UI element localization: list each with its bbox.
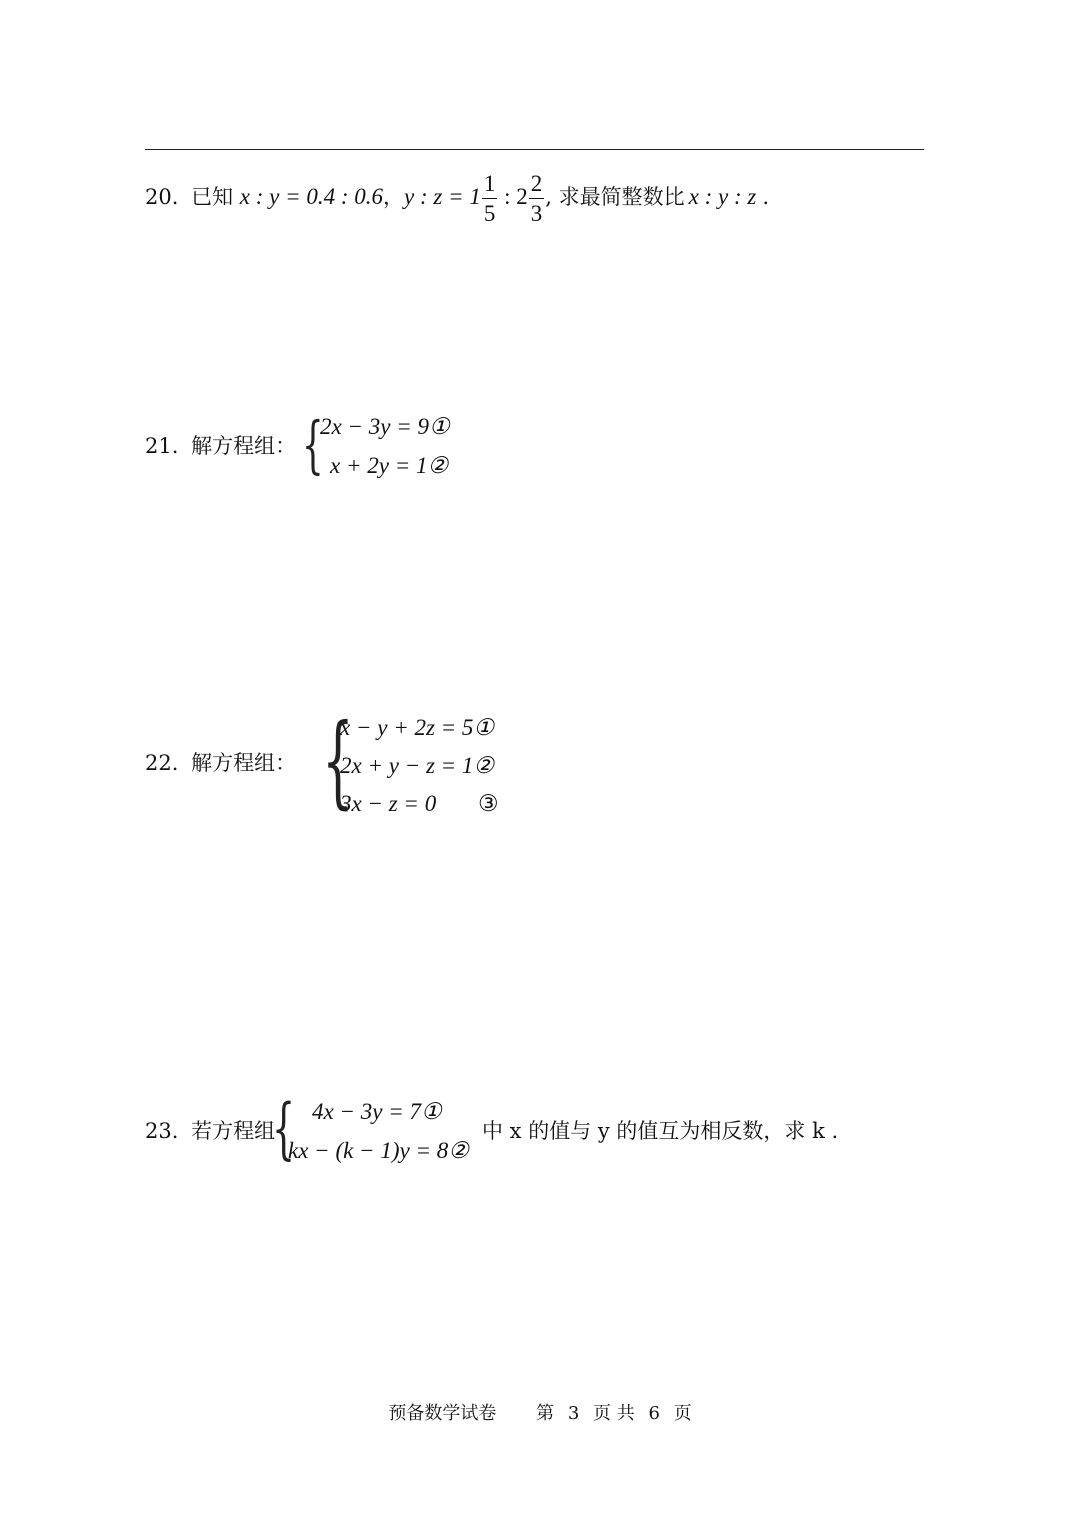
- question-label: 若方程组: [191, 1119, 276, 1143]
- left-brace: {: [322, 702, 354, 819]
- question-label: 解方程组：: [191, 751, 297, 775]
- page-mid: 页 共: [593, 1403, 635, 1424]
- question-21: [145, 436, 296, 457]
- fraction-1-5: [482, 172, 498, 225]
- equation-1: 2x − 3y = 9①: [320, 414, 450, 439]
- page-total: 6: [648, 1403, 660, 1424]
- question-prefix: 已知: [191, 185, 234, 209]
- header-rule: [145, 149, 924, 150]
- equation-2: kx − (k − 1)y = 8②: [288, 1138, 469, 1163]
- left-brace: {: [302, 408, 324, 481]
- equation-1: 4x − 3y = 7①: [312, 1099, 442, 1124]
- target-ratio: x : y : z: [688, 184, 757, 209]
- page-number: 3: [567, 1403, 580, 1424]
- fraction-numerator: 2: [529, 172, 545, 199]
- fraction-2-3: [529, 172, 545, 225]
- page-suffix: 页: [673, 1403, 692, 1424]
- given-ratio-yz: y : z = 1: [404, 184, 481, 209]
- equation-2: x + 2y = 1②: [330, 453, 449, 478]
- period: .: [762, 185, 770, 209]
- question-number: 23.: [145, 1119, 179, 1143]
- equation-1: x − y + 2z = 5①: [340, 715, 495, 740]
- question-22: [145, 753, 296, 774]
- separator: ，: [383, 185, 405, 209]
- ratio-separator: : 2: [498, 184, 528, 209]
- fraction-denominator: 5: [483, 201, 496, 226]
- question-suffix: , 求最简整数比: [545, 185, 685, 209]
- fraction-denominator: 3: [530, 201, 543, 226]
- equation-2: 2x + y − z = 1②: [340, 753, 495, 778]
- given-ratio-xy: x : y = 0.4 : 0.6: [239, 184, 384, 209]
- question-23: [145, 1121, 275, 1142]
- left-brace: {: [272, 1090, 296, 1167]
- page-footer: [0, 1399, 1080, 1425]
- equation-3: 3x − z = 0: [340, 791, 437, 816]
- question-tail: 中 x 的值与 y 的值互为相反数，求 k .: [482, 1119, 839, 1143]
- fraction-numerator: 1: [482, 172, 498, 199]
- question-number: 20.: [145, 185, 179, 209]
- question-number: 22.: [145, 751, 179, 775]
- question-20: [145, 172, 769, 225]
- exam-title: 预备数学试卷: [388, 1403, 497, 1424]
- question-label: 解方程组：: [191, 434, 297, 458]
- equation-3-mark: ③: [478, 791, 499, 816]
- question-number: 21.: [145, 434, 179, 458]
- page-prefix: 第: [536, 1403, 555, 1424]
